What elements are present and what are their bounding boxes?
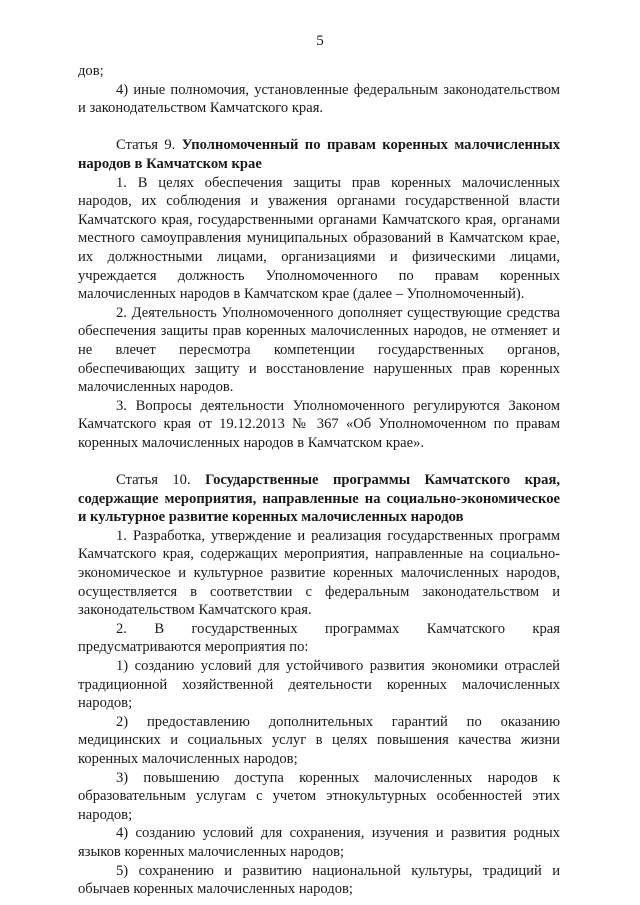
article-10-item-2: 2) предоставлению дополнительных гарантий по оказанию медицинских и социальных услуг в целях повышения качества жизни коренных малочисленных народов; bbox=[78, 713, 560, 767]
document-body bbox=[78, 62, 560, 899]
article-9-paragraph-1: 1. В целях обеспечения защиты прав коренных малочисленных народов, их соблюдения и уважения органами государственной власти Камчатского края, государственными органами Камчатского края, органами местного самоуправления муниципальных образований в Камчатском крае, их должностными лицами, организациями и физическими лицами, учреждается должность Уполномоченного по правам коренных малочисленных народов в Камчатском крае (далее – Уполномоченный). bbox=[78, 174, 560, 303]
article-9-heading bbox=[78, 136, 560, 173]
article-10-title: Государственные программы Камчатского края, содержащие мероприятия, направленные на социально-экономическое и культурное развитие коренных малочисленных народов bbox=[78, 472, 560, 526]
article-9-title: Уполномоченный по правам коренных малочисленных народов в Камчатском крае bbox=[78, 137, 561, 172]
article-10-item-5: 5) сохранению и развитию национальной культуры, традиций и обычаев коренных малочисленных народов; bbox=[78, 862, 560, 898]
article-10-item-1: 1) созданию условий для устойчивого развития экономики отраслей традиционной хозяйственной деятельности коренных малочисленных народов; bbox=[78, 658, 560, 712]
article-10-heading bbox=[78, 471, 560, 527]
article-9-label: Статья 9. bbox=[116, 137, 182, 154]
article-10-paragraph-2: 2. В государственных программах Камчатского края предусматриваются мероприятия по: bbox=[78, 620, 560, 656]
paragraph-tail: дов; bbox=[78, 63, 104, 79]
article-10-paragraph-1: 1. Разработка, утверждение и реализация государственных программ Камчатского края, содержащих мероприятия, направленные на социально-экономическое и культурное развитие коренных малочисленных народов, осуществляется в соответствии с федеральным законодательством и законодательством Камчатского края. bbox=[78, 527, 560, 619]
paragraph-item-4: 4) иные полномочия, установленные федеральным законодательством и законодательством Камчатского края. bbox=[78, 81, 560, 117]
article-9-paragraph-2: 2. Деятельность Уполномоченного дополняет существующие средства обеспечения защиты прав коренных малочисленных народов, не отменяет и не влечет пересмотра компетенции государственных органов, обеспечивающих защиту и восстановление нарушенных прав коренных малочисленных народов. bbox=[78, 304, 560, 396]
article-10-item-4: 4) созданию условий для сохранения, изучения и развития родных языков коренных малочисленных народов; bbox=[78, 825, 560, 860]
article-10-item-3: 3) повышению доступа коренных малочисленных народов к образовательным услугам с учетом этнокультурных особенностей этих народов; bbox=[78, 769, 560, 823]
article-9-paragraph-3: 3. Вопросы деятельности Уполномоченного регулируются Законом Камчатского края от 19.12.2013 № 367 «Об Уполномоченном по правам коренных малочисленных народов в Камчатском крае». bbox=[78, 397, 560, 451]
article-10-label: Статья 10. bbox=[116, 472, 206, 489]
page-number: 5 bbox=[316, 33, 324, 49]
